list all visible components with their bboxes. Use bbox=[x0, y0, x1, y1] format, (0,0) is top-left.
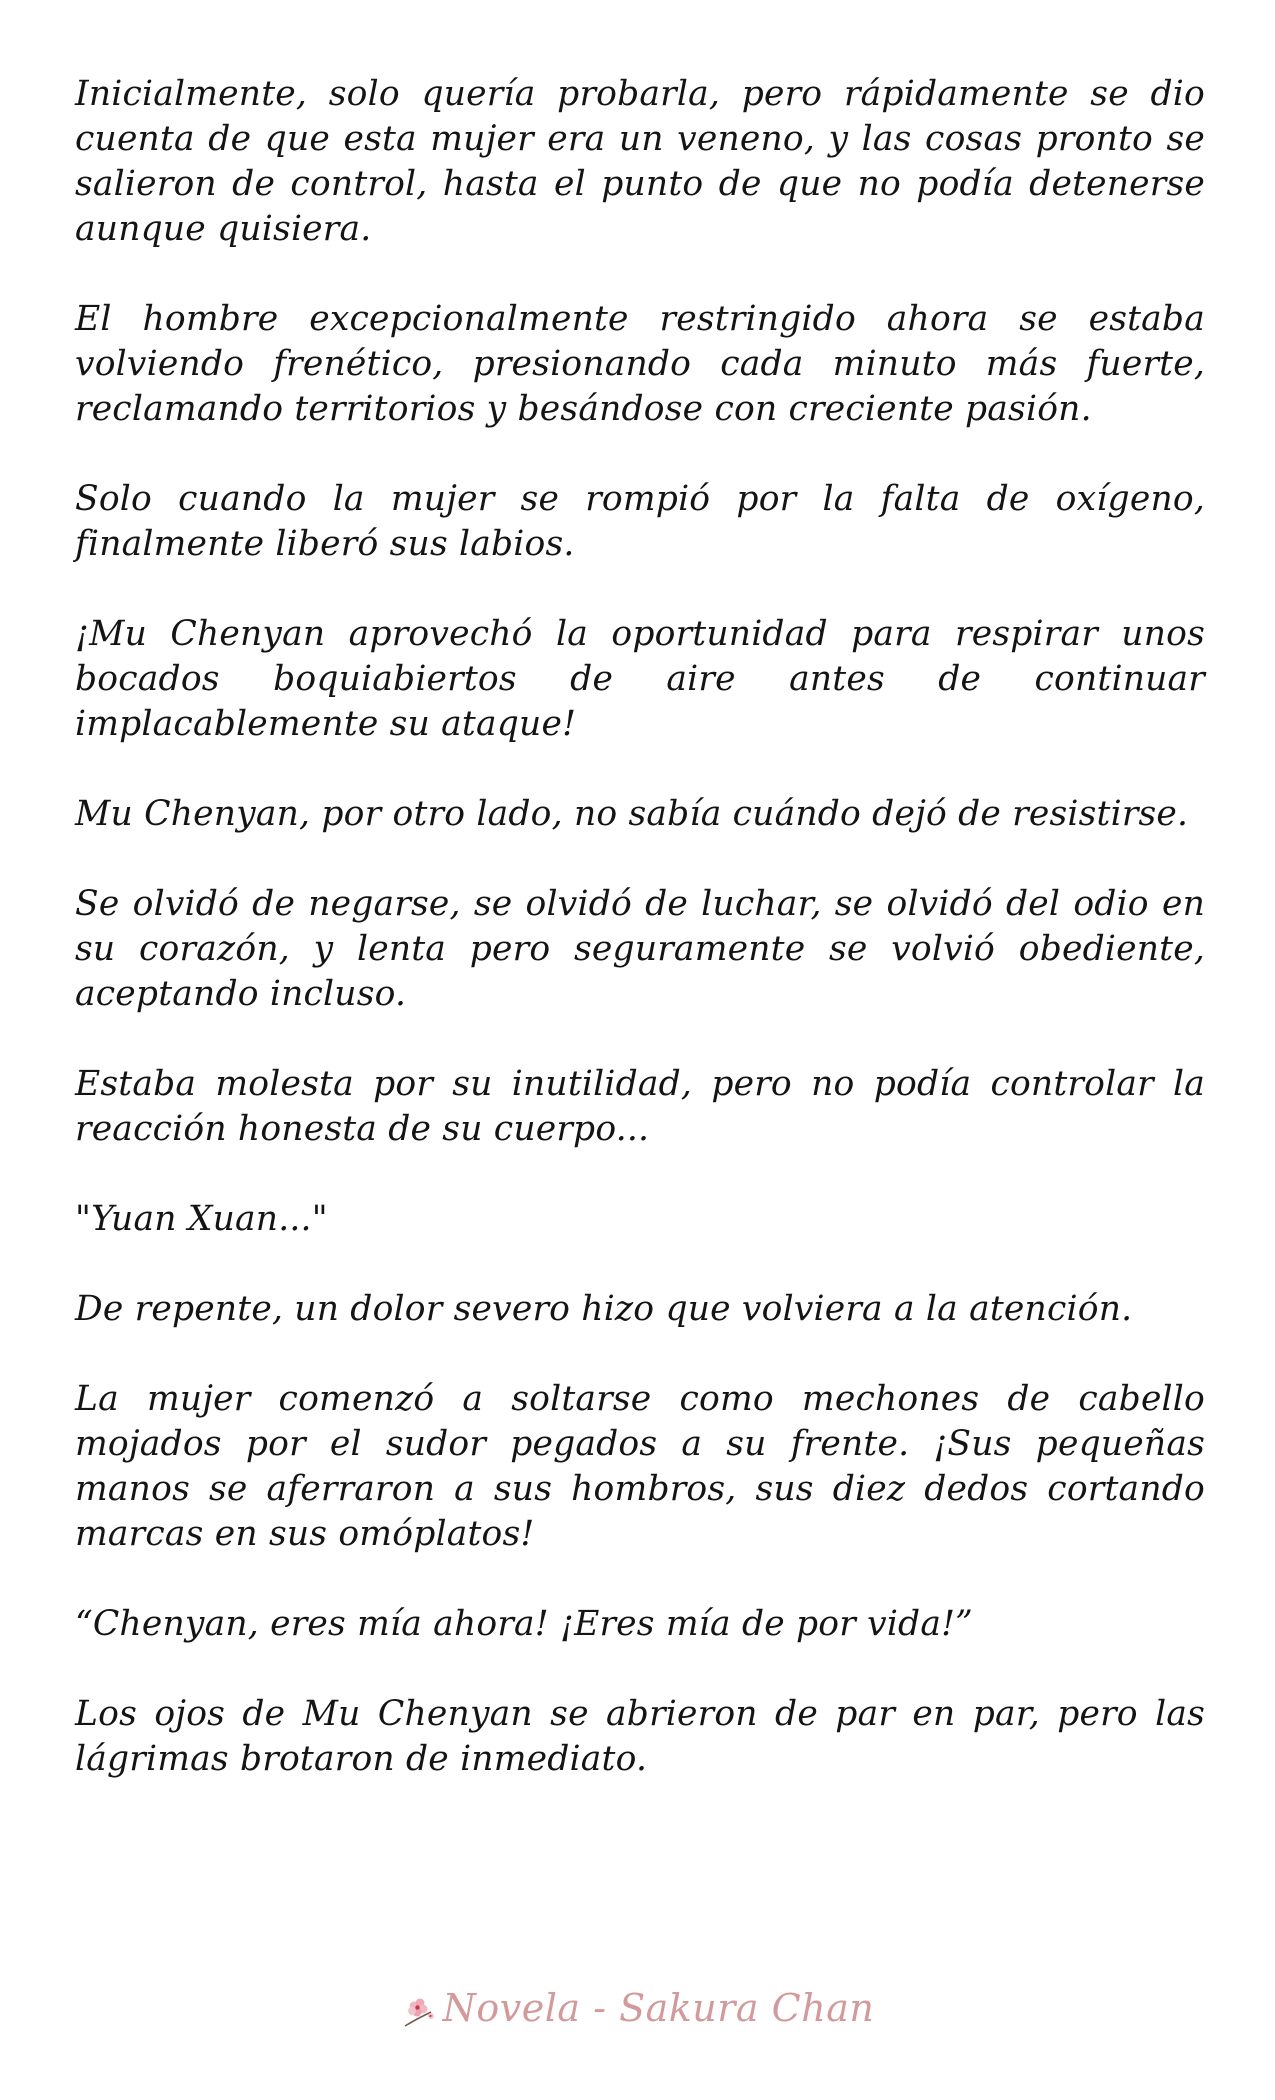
paragraph: "Yuan Xuan..." bbox=[75, 1199, 328, 1239]
story-text bbox=[75, 72, 1205, 1827]
paragraph: Se olvidó de negarse, se olvidó de luchar, se olvidó del odio en su corazón, y lenta pero seguramente se volvió obediente, aceptando incluso. bbox=[75, 884, 1205, 1014]
sakura-flower-icon bbox=[401, 1995, 439, 2029]
paragraph: Solo cuando la mujer se rompió por la falta de oxígeno, finalmente liberó sus labios. bbox=[75, 479, 1205, 564]
paragraph: Estaba molesta por su inutilidad, pero no podía controlar la reacción honesta de su cuerpo... bbox=[75, 1064, 1205, 1149]
paragraph: ¡Mu Chenyan aprovechó la oportunidad para respirar unos bocados boquiabiertos de aire antes de continuar implacablemente su ataque! bbox=[75, 614, 1205, 744]
footer-watermark bbox=[0, 1986, 1275, 2030]
paragraph: El hombre excepcionalmente restringido ahora se estaba volviendo frenético, presionando cada minuto más fuerte, reclamando territorios y besándose con creciente pasión. bbox=[75, 299, 1205, 429]
paragraph: Los ojos de Mu Chenyan se abrieron de par en par, pero las lágrimas brotaron de inmediato. bbox=[75, 1694, 1205, 1779]
footer-text: Novela - Sakura Chan bbox=[442, 1986, 875, 2030]
paragraph: Mu Chenyan, por otro lado, no sabía cuándo dejó de resistirse. bbox=[75, 794, 1189, 834]
paragraph: Inicialmente, solo quería probarla, pero rápidamente se dio cuenta de que esta mujer era un veneno, y las cosas pronto se salieron de control, hasta el punto de que no podía detenerse aunque quisiera. bbox=[75, 74, 1205, 249]
paragraph: “Chenyan, eres mía ahora! ¡Eres mía de por vida!” bbox=[75, 1604, 974, 1644]
paragraph: La mujer comenzó a soltarse como mechones de cabello mojados por el sudor pegados a su frente. ¡Sus pequeñas manos se aferraron a sus hombros, sus diez dedos cortando marcas en sus omóplatos! bbox=[75, 1379, 1205, 1554]
paragraph: De repente, un dolor severo hizo que volviera a la atención. bbox=[75, 1289, 1133, 1329]
